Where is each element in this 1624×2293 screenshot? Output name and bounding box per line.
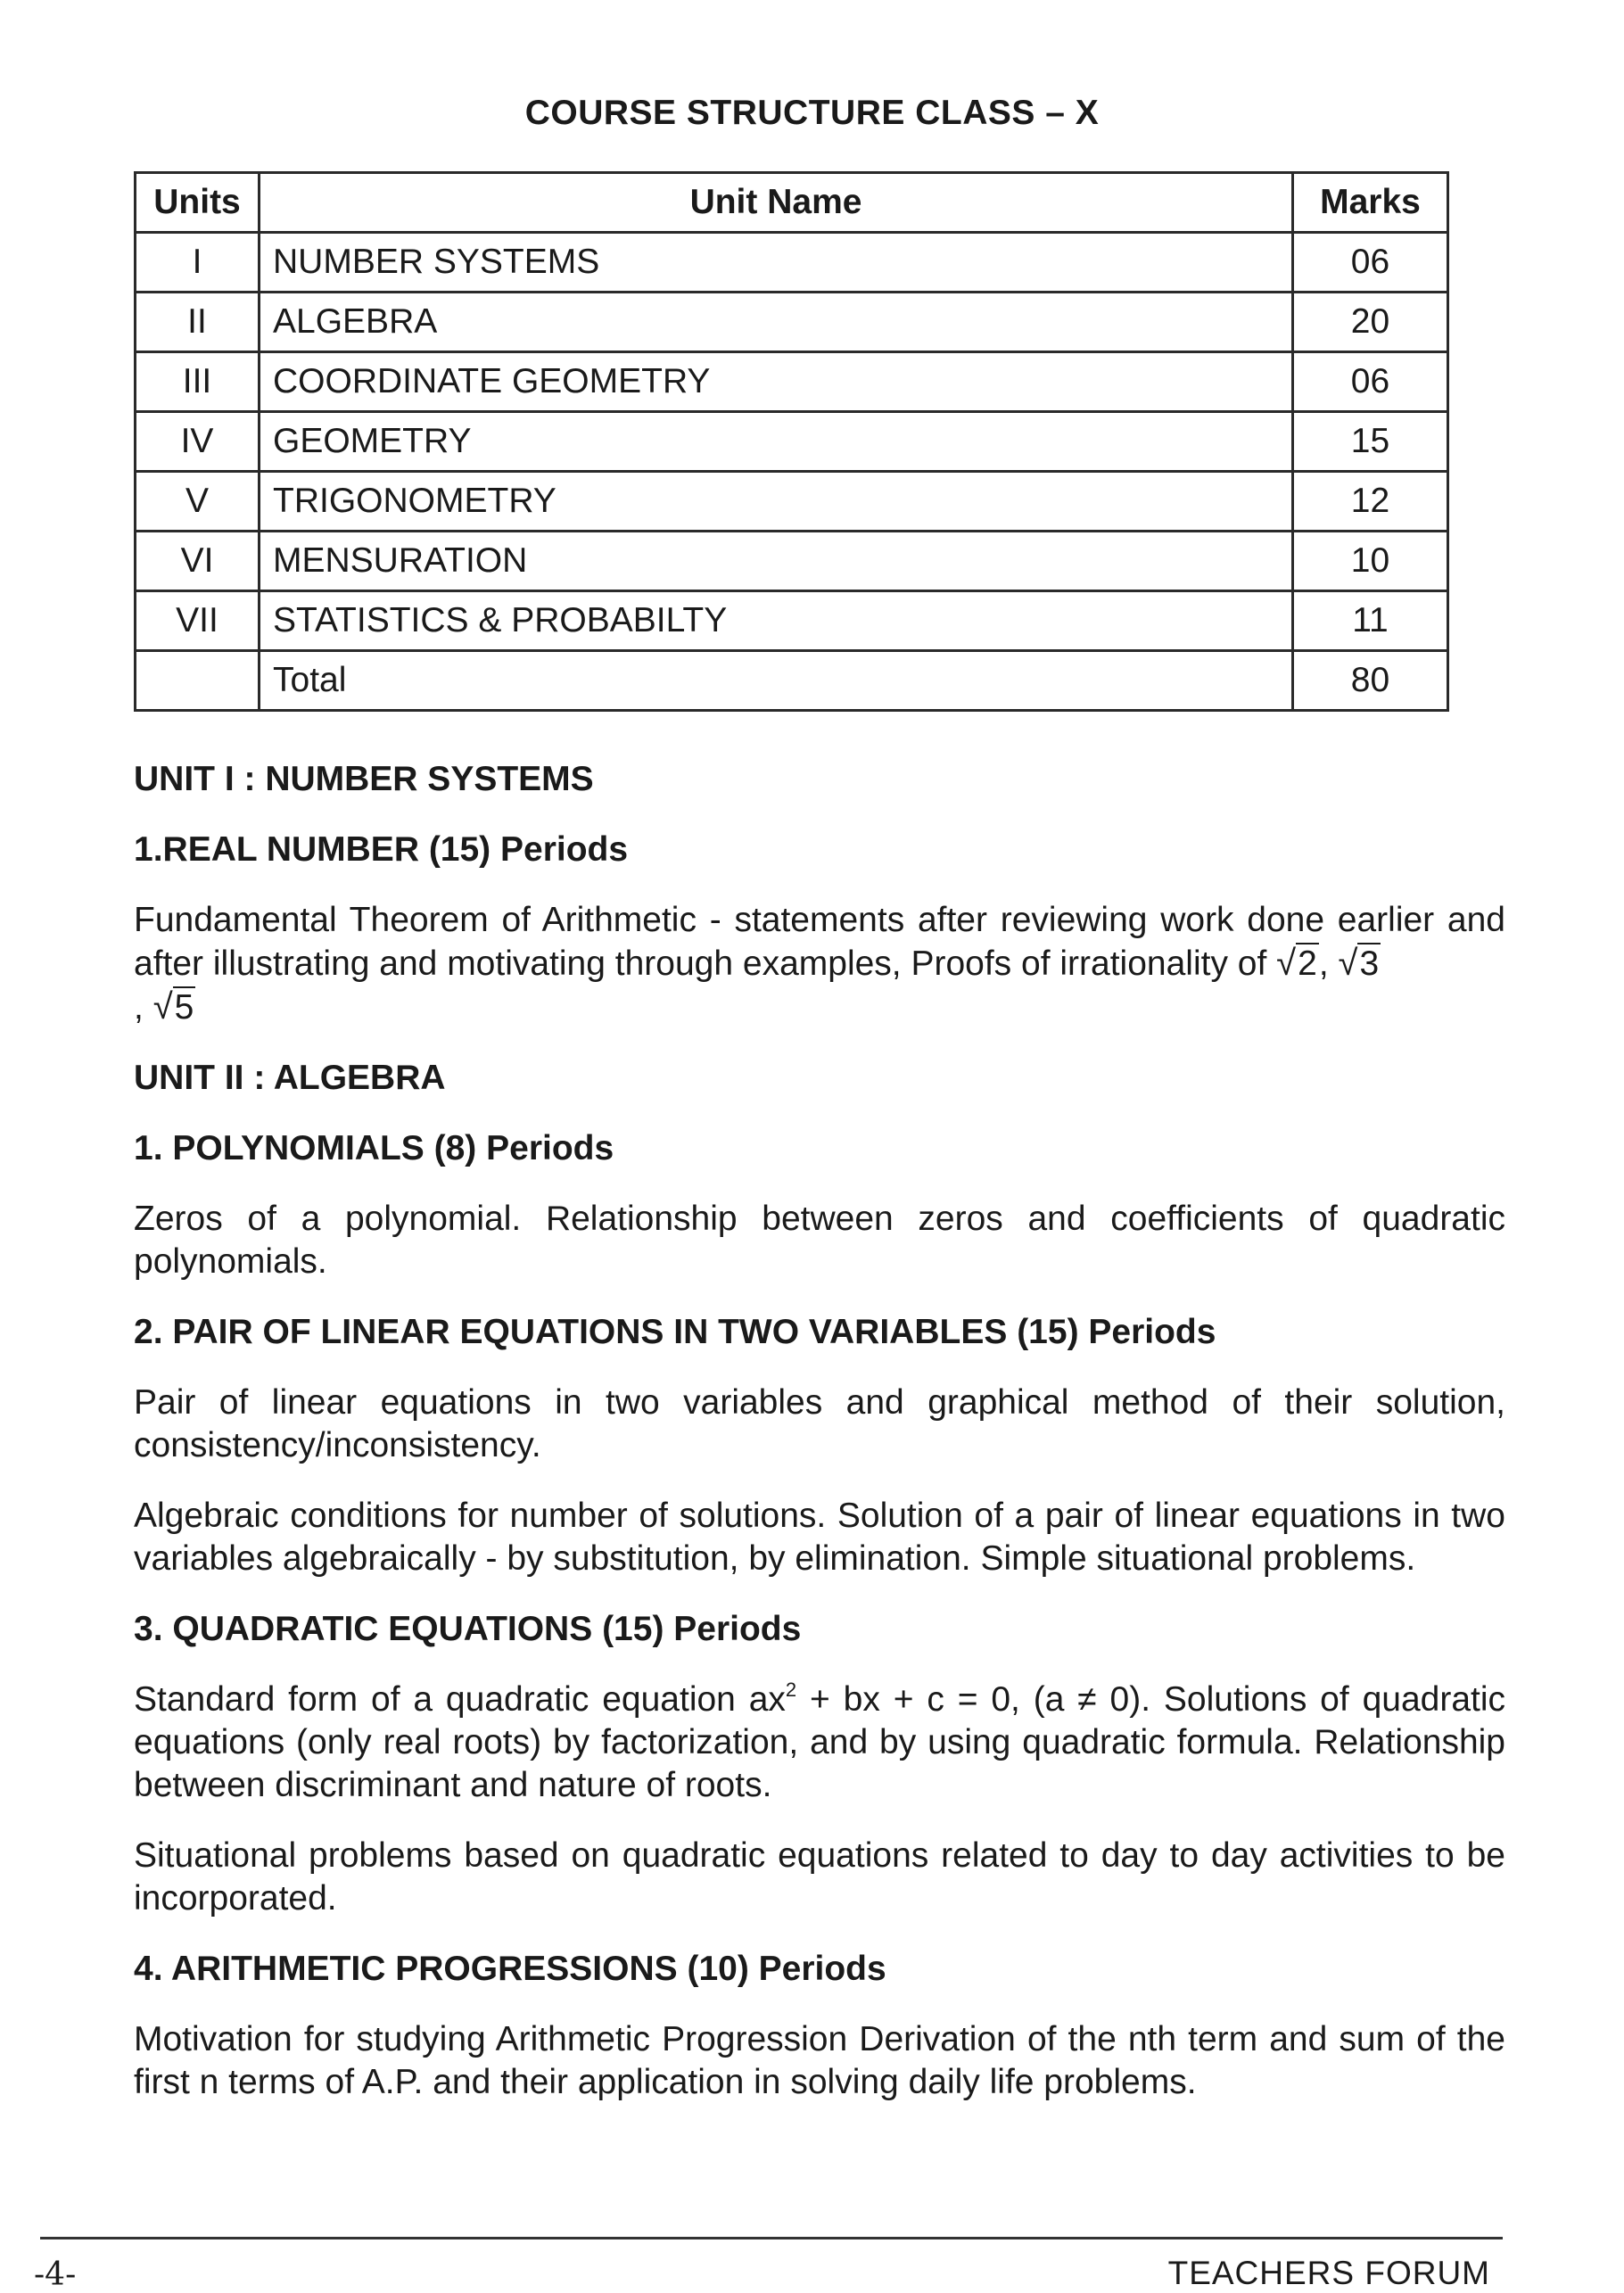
radical-separator: , [1318,944,1329,983]
course-structure-table [134,171,1449,712]
quadratic-equations-paragraph-2: Situational problems based on quadratic equations related to day to day activities to be incorporated. [134,1836,1505,1918]
table-row [136,352,1448,412]
unit-marks: 06 [1293,352,1448,412]
page-number: -4- [34,2256,77,2293]
polynomials-paragraph: Zeros of a polynomial. Relationship between zeros and coefficients of quadratic polynomials. [134,1200,1505,1281]
header-marks: Marks [1293,173,1448,233]
table-row [136,233,1448,293]
header-units: Units [136,173,260,233]
footer-divider [40,2237,1503,2239]
arithmetic-progressions-heading: 4. ARITHMETIC PROGRESSIONS (10) Periods [134,1950,886,1988]
exponent: 2 [785,1679,797,1701]
table-header-row [136,173,1448,233]
radical-sqrt2: √2 [1276,944,1317,983]
table-row [136,591,1448,651]
unit-number: V [136,472,260,532]
unit-name: ALGEBRA [260,293,1293,352]
real-number-heading: 1.REAL NUMBER (15) Periods [134,830,629,869]
unit-number: VII [136,591,260,651]
unit-name: COORDINATE GEOMETRY [260,352,1293,412]
unit-name: GEOMETRY [260,412,1293,472]
header-unit-name: Unit Name [260,173,1293,233]
unit-marks: 11 [1293,591,1448,651]
real-number-paragraph [134,899,1505,1029]
unit-marks: 10 [1293,532,1448,591]
unit-marks: 20 [1293,293,1448,352]
unit-1-heading: UNIT I : NUMBER SYSTEMS [134,760,594,798]
unit-marks: 15 [1293,412,1448,472]
radical-separator: , [134,988,144,1027]
unit-2-heading: UNIT II : ALGEBRA [134,1059,446,1097]
unit-marks: 06 [1293,233,1448,293]
radical-sqrt5: √5 [153,987,194,1027]
page-title: COURSE STRUCTURE CLASS – X [524,94,1100,132]
total-unit-cell [136,651,260,711]
table-row [136,293,1448,352]
unit-name: NUMBER SYSTEMS [260,233,1293,293]
table-row [136,472,1448,532]
linear-equations-paragraph-1: Pair of linear equations in two variables and graphical method of their solution, consistency/inconsistency. [134,1383,1505,1464]
table-row [136,412,1448,472]
unit-name: STATISTICS & PROBABILTY [260,591,1293,651]
unit-number: VI [136,532,260,591]
unit-number: I [136,233,260,293]
linear-equations-paragraph-2: Algebraic conditions for number of solutions. Solution of a pair of linear equations in two variables algebraically - by substitution, by elimination. Simple situational problems. [134,1497,1505,1578]
unit-number: IV [136,412,260,472]
unit-number: III [136,352,260,412]
real-number-text: Fundamental Theorem of Arithmetic - statements after reviewing work done earlier and after illustrating and motivating through examples, Proofs of irrationality of [134,901,1505,983]
total-label: Total [260,651,1293,711]
table-total-row [136,651,1448,711]
table-row [136,532,1448,591]
unit-number: II [136,293,260,352]
unit-name: TRIGONOMETRY [260,472,1293,532]
polynomials-heading: 1. POLYNOMIALS (8) Periods [134,1129,614,1167]
unit-name: MENSURATION [260,532,1293,591]
linear-equations-heading: 2. PAIR OF LINEAR EQUATIONS IN TWO VARIABLES (15) Periods [134,1313,1216,1351]
quadratic-equations-paragraph-1: Standard form of a quadratic equation $ax^2$ + bx + c = 0, (a ≠ 0). Solutions of quadratic equations (only real roots) by factorization, and by using quadratic formula. Relationship between discriminant and nature of roots. [134,1679,1506,1804]
radical-sqrt3: √3 [1338,944,1380,983]
syllabus-content [134,758,1505,2104]
unit-marks: 12 [1293,472,1448,532]
publisher-name: TEACHERS FORUM [1167,2255,1490,2291]
total-marks: 80 [1293,651,1448,711]
quadratic-equations-heading: 3. QUADRATIC EQUATIONS (15) Periods [134,1610,802,1648]
arithmetic-progressions-paragraph: Motivation for studying Arithmetic Progression Derivation of the nth term and sum of the first n terms of A.P. and their application in solving daily life problems. [134,2020,1505,2101]
